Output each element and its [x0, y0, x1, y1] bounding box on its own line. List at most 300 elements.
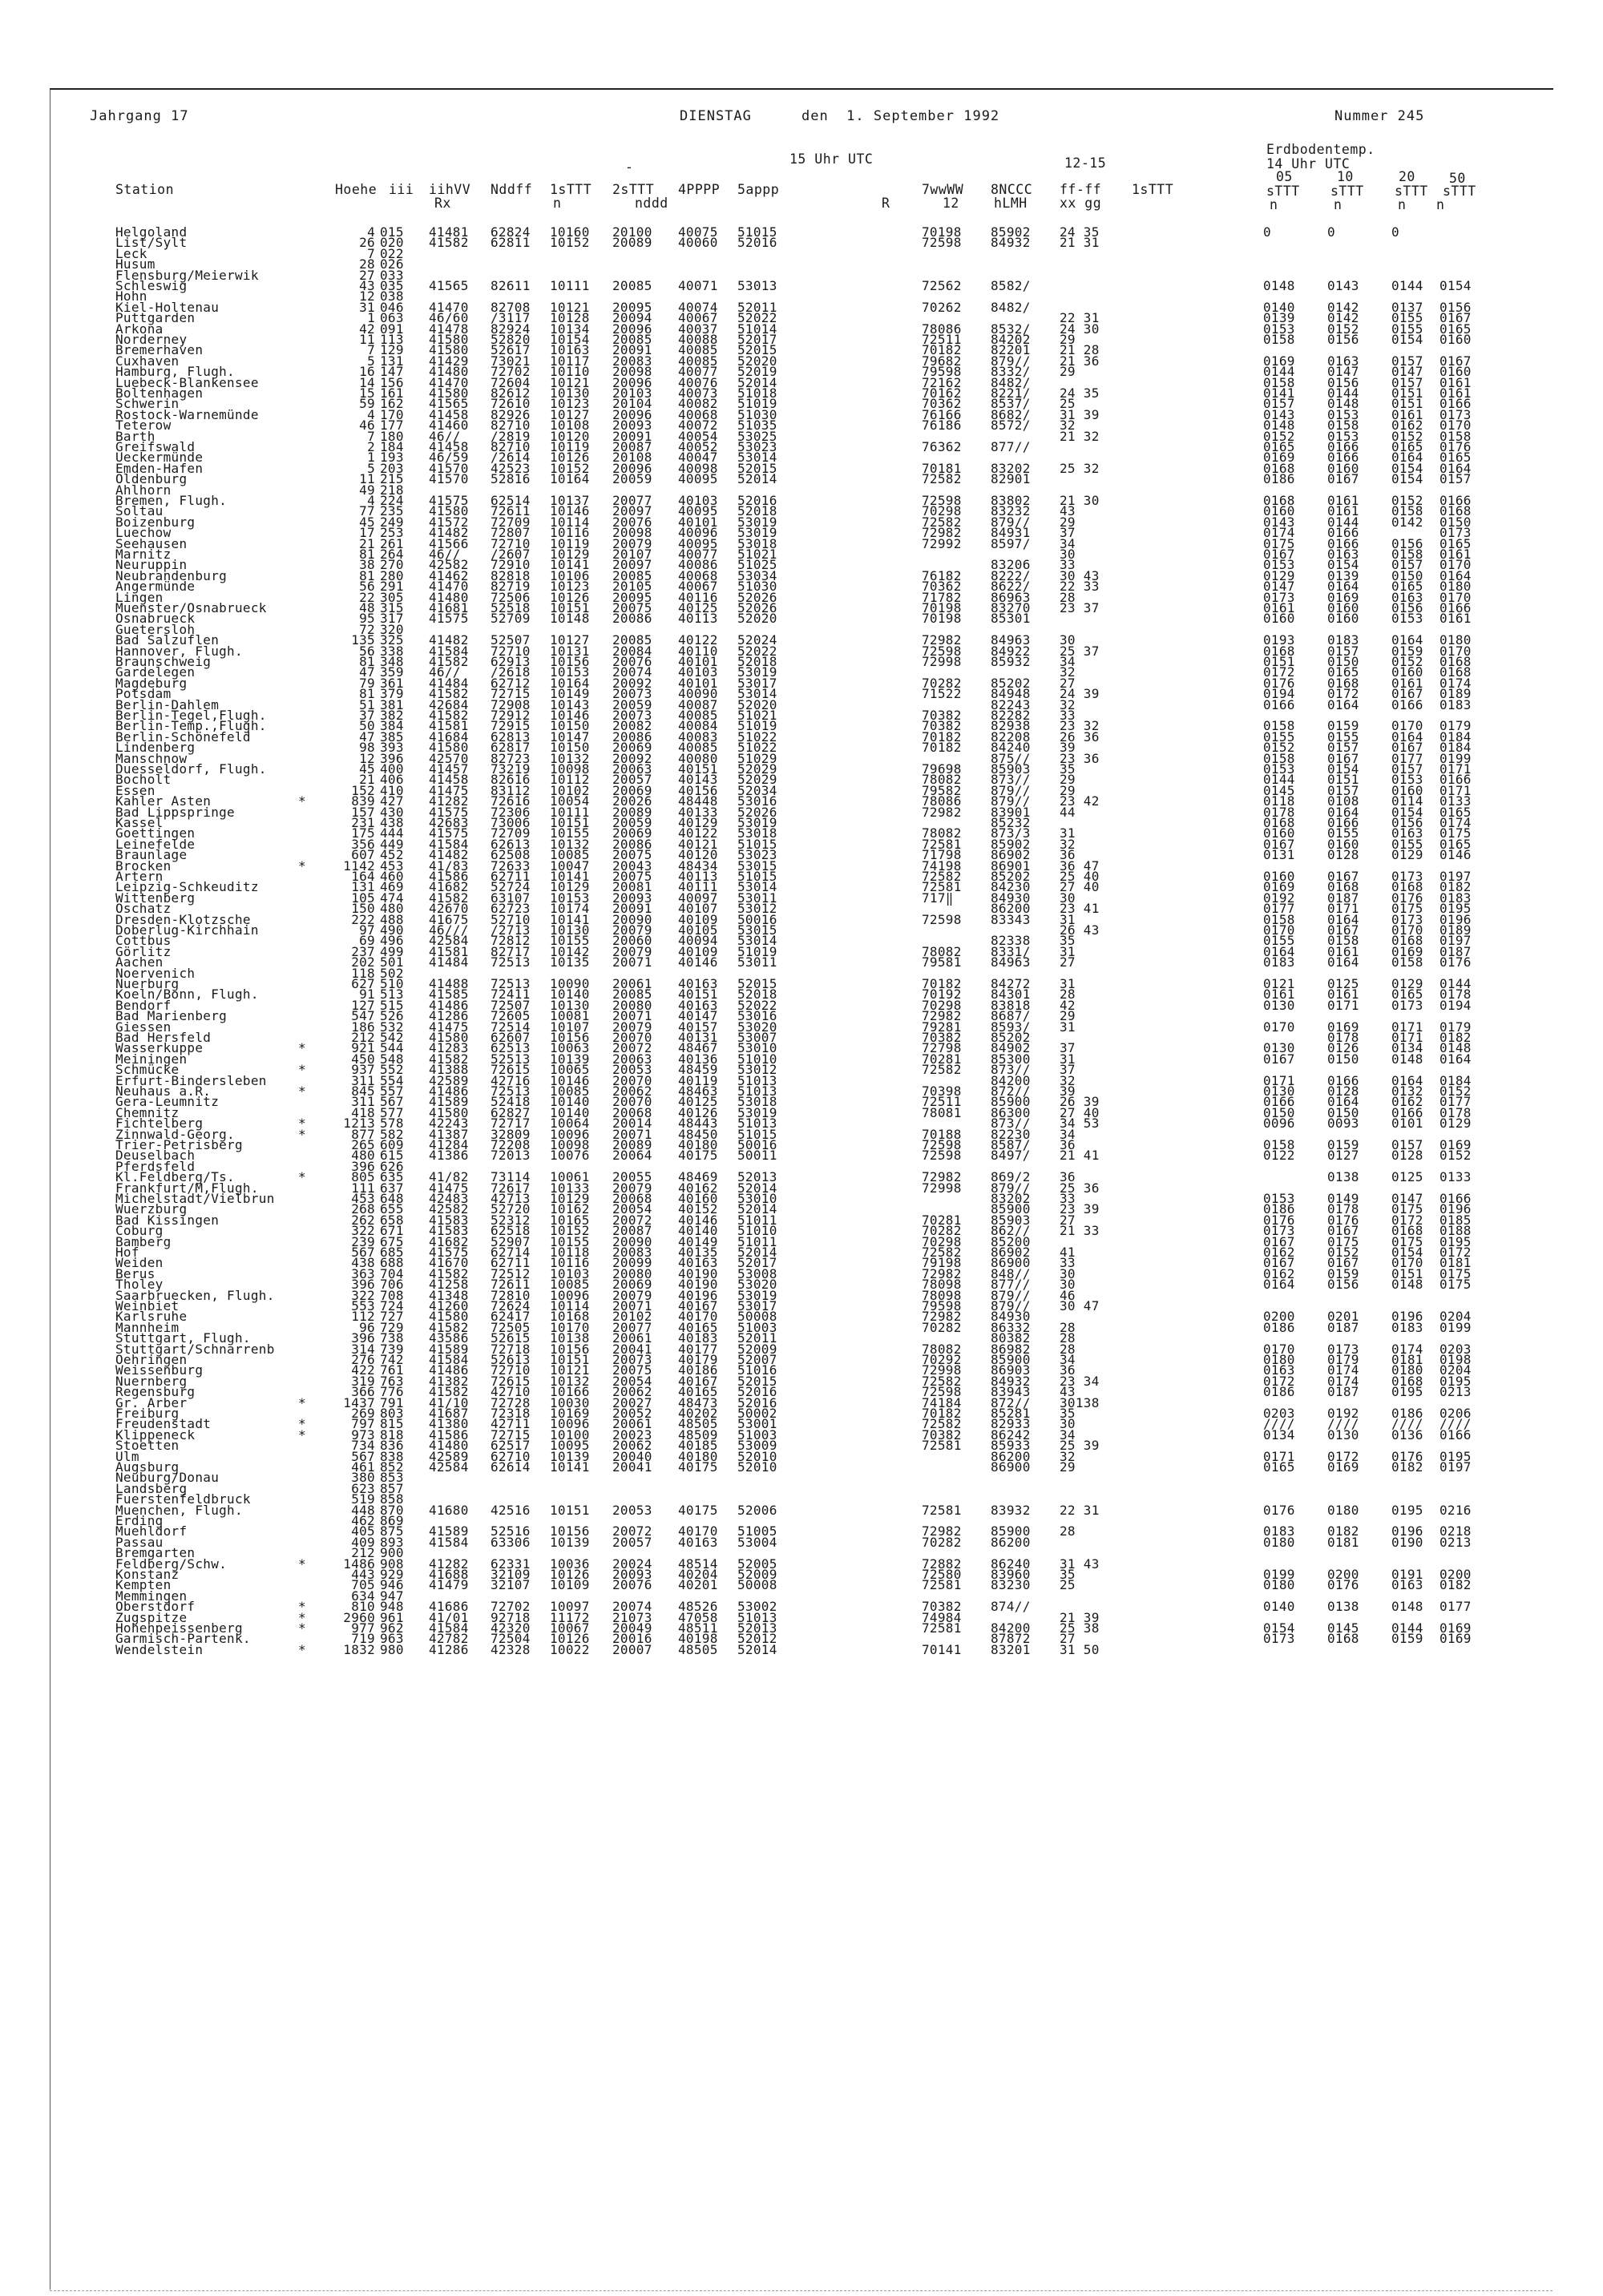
header-depth-50: 50: [1449, 171, 1466, 186]
5appp-group: 53016: [737, 793, 777, 809]
iihvv-group: 42684: [429, 696, 469, 712]
header-xx-gg: xx gg: [1060, 196, 1102, 211]
8nccc-group: 869/2: [991, 1169, 1031, 1185]
station-name: Wuerzburg: [115, 1201, 188, 1217]
nddff-group: 82612: [491, 385, 531, 401]
7wwww-group: 74198: [922, 857, 962, 874]
station-height: 4: [367, 224, 375, 240]
nddff-group: 72718: [491, 1341, 531, 1357]
soil-temp-10: 0160: [1327, 611, 1359, 627]
station-index: 170: [380, 406, 404, 422]
iihvv-group: 41480: [429, 589, 469, 605]
soil-temp-05: 0152: [1263, 428, 1295, 444]
soil-temp-50: 0213: [1439, 1534, 1472, 1550]
soil-temp-05: 0140: [1263, 1599, 1295, 1615]
station-height: 112: [351, 1309, 375, 1325]
soil-temp-05: 0176: [1263, 1502, 1295, 1518]
soil-temp-05: 0154: [1263, 1620, 1295, 1636]
soil-temp-20: 0154: [1391, 471, 1423, 487]
station-index: 177: [380, 418, 404, 434]
station-index: 449: [380, 836, 404, 852]
soil-temp-05: 0174: [1263, 525, 1295, 541]
8nccc-group: 8687/: [991, 1008, 1031, 1024]
1sttt-group: 10137: [550, 493, 590, 508]
station-name: Muehldorf: [115, 1523, 188, 1539]
header-1sttt-b: 1sTTT: [1132, 182, 1174, 197]
station-height: 396: [351, 1158, 375, 1174]
iihvv-group: 46//: [429, 547, 461, 562]
8nccc-group: 879//: [991, 782, 1031, 798]
8nccc-group: 82208: [991, 728, 1031, 744]
nddff-group: 42716: [491, 1072, 531, 1088]
8nccc-group: 8582/: [991, 278, 1031, 293]
station-name: Chemnitz: [115, 1104, 180, 1120]
iihvv-group: 41282: [429, 793, 469, 809]
8nccc-group: 84963: [991, 632, 1031, 648]
station-index: 724: [380, 1298, 404, 1313]
5appp-group: 52016: [737, 1394, 777, 1410]
4pppp-group: 40162: [678, 1180, 718, 1196]
1sttt-group: 10133: [550, 1180, 590, 1196]
station-index: 510: [380, 976, 404, 991]
8nccc-group: 85903: [991, 1212, 1031, 1228]
header-sttt-2: sTTT: [1330, 184, 1364, 199]
8nccc-group: 82938: [991, 718, 1031, 734]
nddff-group: 52820: [491, 332, 531, 347]
soil-temp-10: 0168: [1327, 1631, 1359, 1647]
station-index: 224: [380, 493, 404, 508]
1sttt-group: 10123: [550, 579, 590, 595]
8nccc-group: 84931: [991, 525, 1031, 541]
5appp-group: 53010: [737, 1191, 777, 1206]
soil-temp-10: 0183: [1327, 632, 1359, 648]
1sttt-group: 10166: [550, 1384, 590, 1400]
1sttt-group: 10165: [550, 1212, 590, 1228]
2sttt-group: 20081: [612, 879, 652, 895]
7wwww-group: 70198: [922, 224, 962, 240]
soil-temp-20: 0168: [1391, 933, 1423, 949]
5appp-group: 52009: [737, 1341, 777, 1357]
7wwww-group: 72982: [922, 1008, 962, 1024]
nddff-group: 72513: [491, 954, 531, 970]
soil-temp-10: 0171: [1327, 997, 1359, 1013]
7wwww-group: 70282: [922, 675, 962, 691]
wind-group: 27: [1060, 1212, 1076, 1228]
1sttt-group: 10164: [550, 675, 590, 691]
soil-temp-10: 0180: [1327, 1502, 1359, 1518]
1sttt-group: 10151: [550, 815, 590, 830]
station-name: Bremerhaven: [115, 342, 204, 358]
iihvv-group: 42570: [429, 750, 469, 766]
7wwww-group: 72598: [922, 1384, 962, 1400]
soil-temp-05: 0167: [1263, 836, 1295, 852]
mountain-station-marker: *: [298, 1394, 306, 1410]
station-index: 980: [380, 1641, 404, 1657]
7wwww-group: 70382: [922, 718, 962, 734]
station-name: Garmisch-Partenk.: [115, 1631, 251, 1647]
soil-temp-10: 0138: [1327, 1169, 1359, 1185]
station-height: 51: [359, 696, 375, 712]
soil-temp-05: 0144: [1263, 364, 1295, 380]
4pppp-group: 40084: [678, 718, 718, 734]
iihvv-group: 41475: [429, 782, 469, 798]
soil-temp-50: 0152: [1439, 1148, 1472, 1164]
station-height: 265: [351, 1137, 375, 1152]
4pppp-group: 40143: [678, 772, 718, 788]
station-height: 519: [351, 1491, 375, 1507]
soil-temp-05: 0167: [1263, 1051, 1295, 1067]
station-name: Zinnwald-Georg.: [115, 1126, 235, 1142]
soil-temp-05: 0129: [1263, 567, 1295, 583]
8nccc-group: 86200: [991, 901, 1031, 917]
station-name: Schmücke: [115, 1062, 180, 1078]
1sttt-group: 10085: [550, 1083, 590, 1099]
7wwww-group: 72582: [922, 1373, 962, 1389]
5appp-group: 51015: [737, 836, 777, 852]
8nccc-group: 879//: [991, 1180, 1031, 1196]
iihvv-group: 41581: [429, 943, 469, 959]
2sttt-group: 20063: [612, 1051, 652, 1067]
station-name: Erding: [115, 1513, 164, 1528]
wind-group: 34: [1060, 1426, 1076, 1443]
station-height: 43: [359, 278, 375, 293]
station-height: 453: [351, 1191, 375, 1206]
iihvv-group: 41482: [429, 525, 469, 541]
4pppp-group: 48459: [678, 1062, 718, 1078]
nddff-group: 52816: [491, 471, 531, 487]
5appp-group: 52019: [737, 364, 777, 380]
station-index: 488: [380, 911, 404, 927]
8nccc-group: 83818: [991, 997, 1031, 1013]
iihvv-group: 41575: [429, 611, 469, 627]
station-index: 113: [380, 332, 404, 347]
2sttt-group: 20053: [612, 1502, 652, 1518]
4pppp-group: 40090: [678, 686, 718, 702]
station-name: Görlitz: [115, 943, 172, 959]
1sttt-group: 10085: [550, 847, 590, 863]
station-height: 269: [351, 1406, 375, 1421]
nddff-group: 32809: [491, 1126, 531, 1142]
soil-temp-10: 0150: [1327, 1104, 1359, 1120]
5appp-group: 53010: [737, 1040, 777, 1056]
7wwww-group: 78082: [922, 1341, 962, 1357]
iihvv-group: 42584: [429, 933, 469, 949]
table-row: [0, 1577, 1523, 1593]
1sttt-group: 10067: [550, 1620, 590, 1636]
2sttt-group: 20062: [612, 1438, 652, 1454]
7wwww-group: 70382: [922, 708, 962, 723]
8nccc-group: 84240: [991, 740, 1031, 756]
station-name: Passau: [115, 1534, 164, 1550]
soil-temp-20: 0165: [1391, 987, 1423, 1003]
wind-group: 26 43: [1060, 922, 1100, 938]
5appp-group: 52010: [737, 1448, 777, 1464]
station-index: 280: [380, 567, 404, 583]
8nccc-group: 87872: [991, 1631, 1031, 1647]
5appp-group: 52010: [737, 1459, 777, 1475]
station-index: 675: [380, 1233, 404, 1249]
wind-group: 34 53: [1060, 1116, 1100, 1132]
soil-temp-10: ////: [1327, 1416, 1359, 1432]
2sttt-group: 20073: [612, 686, 652, 702]
nddff-group: 62913: [491, 654, 531, 669]
5appp-group: 52016: [737, 1384, 777, 1400]
soil-temp-05: 0144: [1263, 772, 1295, 788]
wind-group: 36: [1060, 1137, 1076, 1152]
1sttt-group: 10152: [550, 460, 590, 476]
wind-group: 39: [1060, 1083, 1076, 1099]
soil-temp-05: 0167: [1263, 1233, 1295, 1249]
station-name: Kl.Feldberg/Ts.: [115, 1169, 235, 1185]
station-index: 496: [380, 933, 404, 949]
2sttt-group: 20070: [612, 1030, 652, 1045]
iihvv-group: 41282: [429, 1556, 469, 1572]
5appp-group: 52011: [737, 299, 777, 315]
7wwww-group: 72598: [922, 643, 962, 659]
8nccc-group: 84963: [991, 954, 1031, 970]
8nccc-group: 86903: [991, 1362, 1031, 1378]
1sttt-group: 10170: [550, 1319, 590, 1335]
station-name: Memmingen: [115, 1588, 188, 1604]
soil-temp-50: 0161: [1439, 374, 1472, 390]
header-8nccc: 8NCCC: [991, 182, 1033, 197]
5appp-group: 51014: [737, 321, 777, 337]
soil-temp-10: 0126: [1327, 1040, 1359, 1056]
iihvv-group: 41583: [429, 1223, 469, 1239]
4pppp-group: 40125: [678, 1094, 718, 1110]
station-name: Dresden-Klotzsche: [115, 911, 251, 927]
soil-temp-50: 0164: [1439, 460, 1472, 476]
iihvv-group: 41480: [429, 1438, 469, 1454]
station-height: 438: [351, 1255, 375, 1271]
8nccc-group: 84301: [991, 987, 1031, 1003]
station-index: 658: [380, 1212, 404, 1228]
station-height: 450: [351, 1051, 375, 1067]
4pppp-group: 48443: [678, 1116, 718, 1132]
4pppp-group: 40113: [678, 611, 718, 627]
8nccc-group: 8682/: [991, 406, 1031, 422]
station-name: Hof: [115, 1245, 139, 1260]
soil-temp-50: 0167: [1439, 310, 1472, 326]
4pppp-group: 40074: [678, 299, 718, 315]
8nccc-group: 82338: [991, 933, 1031, 949]
soil-temp-10: 0157: [1327, 740, 1359, 756]
soil-temp-05: 0158: [1263, 332, 1295, 347]
soil-temp-05: 0171: [1263, 1448, 1295, 1464]
iihvv-group: 41584: [429, 836, 469, 852]
1sttt-group: 10118: [550, 1245, 590, 1260]
soil-temp-10: 0150: [1327, 654, 1359, 669]
soil-temp-50: 0179: [1439, 1019, 1472, 1035]
soil-temp-20: 0128: [1391, 1148, 1423, 1164]
2sttt-group: 20064: [612, 1148, 652, 1164]
station-height: 623: [351, 1480, 375, 1496]
station-index: 577: [380, 1104, 404, 1120]
4pppp-group: 40097: [678, 890, 718, 906]
station-index: 688: [380, 1255, 404, 1271]
8nccc-group: 879//: [991, 353, 1031, 369]
soil-temp-05: 0176: [1263, 675, 1295, 691]
station-index: 815: [380, 1416, 404, 1432]
5appp-group: 53015: [737, 922, 777, 938]
soil-temp-10: 0164: [1327, 911, 1359, 927]
soil-temp-05: 0161: [1263, 987, 1295, 1003]
station-height: 202: [351, 954, 375, 970]
soil-temp-20: 0148: [1391, 1277, 1423, 1293]
iihvv-group: 41680: [429, 1502, 469, 1518]
soil-temp-20: 0190: [1391, 1534, 1423, 1550]
4pppp-group: 40080: [678, 750, 718, 766]
2sttt-group: 20096: [612, 406, 652, 422]
soil-temp-50: 0175: [1439, 825, 1472, 841]
1sttt-group: 10064: [550, 1116, 590, 1132]
soil-temp-05: 0166: [1263, 1094, 1295, 1110]
soil-temp-10: 0173: [1327, 1341, 1359, 1357]
soil-temp-20: 0171: [1391, 1019, 1423, 1035]
8nccc-group: 8497/: [991, 1148, 1031, 1164]
iihvv-group: 41470: [429, 374, 469, 390]
5appp-group: 52026: [737, 804, 777, 820]
8nccc-group: 8482/: [991, 374, 1031, 390]
header-15-uhr-utc: 15 Uhr UTC: [789, 151, 874, 167]
station-height: 462: [351, 1513, 375, 1528]
soil-temp-10: 0159: [1327, 718, 1359, 734]
station-index: 929: [380, 1567, 404, 1582]
2sttt-group: 20068: [612, 1104, 652, 1120]
table-row: [0, 1470, 1523, 1486]
station-index: 393: [380, 740, 404, 756]
7wwww-group: 71522: [922, 686, 962, 702]
station-name: Angermünde: [115, 579, 196, 595]
station-height: 443: [351, 1567, 375, 1582]
mountain-station-marker: *: [298, 1040, 306, 1056]
station-index: 963: [380, 1631, 404, 1647]
5appp-group: 53014: [737, 686, 777, 702]
nddff-group: 82818: [491, 567, 531, 583]
station-height: 15: [359, 385, 375, 401]
nddff-group: 82924: [491, 321, 531, 337]
wind-group: 37: [1060, 1040, 1076, 1056]
soil-temp-50: 0152: [1439, 1083, 1472, 1099]
station-name: Fichtelberg: [115, 1116, 204, 1132]
4pppp-group: 40126: [678, 1104, 718, 1120]
4pppp-group: 40190: [678, 1277, 718, 1293]
soil-temp-10: 0176: [1327, 1577, 1359, 1593]
soil-temp-50: 0182: [1439, 1030, 1472, 1045]
wind-group: 37: [1060, 1062, 1076, 1078]
iihvv-group: 41488: [429, 976, 469, 991]
soil-temp-20: 0173: [1391, 869, 1423, 884]
1sttt-group: 10162: [550, 1201, 590, 1217]
iihvv-group: 42683: [429, 815, 469, 830]
iihvv-group: 41582: [429, 708, 469, 723]
7wwww-group: 72582: [922, 471, 962, 487]
station-index: 091: [380, 321, 404, 337]
wind-group: 31 43: [1060, 1556, 1100, 1572]
2sttt-group: 20059: [612, 815, 652, 830]
soil-temp-05: 0158: [1263, 374, 1295, 390]
soil-temp-10: 0164: [1327, 579, 1359, 595]
soil-temp-50: 0177: [1439, 1094, 1472, 1110]
nddff-group: 62813: [491, 728, 531, 744]
station-index: 235: [380, 503, 404, 519]
4pppp-group: 40107: [678, 901, 718, 917]
2sttt-group: 20079: [612, 535, 652, 551]
nddff-group: 42320: [491, 1620, 531, 1636]
8nccc-group: 875//: [991, 750, 1031, 766]
header-n-1: n: [553, 196, 562, 211]
5appp-group: 53015: [737, 857, 777, 874]
soil-temp-10: 0130: [1327, 1426, 1359, 1443]
mountain-station-marker: *: [298, 1062, 306, 1078]
4pppp-group: 40109: [678, 911, 718, 927]
station-index: 384: [380, 718, 404, 734]
8nccc-group: 85200: [991, 1233, 1031, 1249]
4pppp-group: 40183: [678, 1330, 718, 1346]
iihvv-group: 41583: [429, 1212, 469, 1228]
wind-group: 21 31: [1060, 235, 1100, 251]
iihvv-group: 41486: [429, 1362, 469, 1378]
4pppp-group: 40125: [678, 600, 718, 615]
7wwww-group: 70298: [922, 503, 962, 519]
station-name: Deuselbach: [115, 1148, 196, 1164]
soil-temp-05: 0183: [1263, 954, 1295, 970]
soil-temp-50: ////: [1439, 1416, 1472, 1432]
soil-temp-50: 0175: [1439, 1277, 1472, 1293]
7wwww-group: 70382: [922, 1426, 962, 1443]
iihvv-group: 41582: [429, 1384, 469, 1400]
2sttt-group: 20083: [612, 1245, 652, 1260]
4pppp-group: 48469: [678, 1169, 718, 1185]
5appp-group: 52015: [737, 342, 777, 358]
1sttt-group: 10135: [550, 954, 590, 970]
wind-group: 35: [1060, 1567, 1076, 1582]
station-name: Nuerburg: [115, 976, 180, 991]
nddff-group: 73006: [491, 815, 531, 830]
iihvv-group: 41580: [429, 342, 469, 358]
nddff-group: 72709: [491, 825, 531, 841]
station-height: 21: [359, 772, 375, 788]
5appp-group: 53014: [737, 933, 777, 949]
7wwww-group: 70162: [922, 385, 962, 401]
station-index: 513: [380, 987, 404, 1003]
2sttt-group: 20108: [612, 450, 652, 466]
soil-temp-05: 0153: [1263, 321, 1295, 337]
station-index: 022: [380, 245, 404, 261]
station-name: Seehausen: [115, 535, 188, 551]
8nccc-group: 85900: [991, 1523, 1031, 1539]
2sttt-group: 20070: [612, 1072, 652, 1088]
soil-temp-50: 0187: [1439, 943, 1472, 959]
2sttt-group: 20095: [612, 299, 652, 315]
iihvv-group: 41589: [429, 1094, 469, 1110]
iihvv-group: 41589: [429, 1523, 469, 1539]
1sttt-group: 10096: [550, 1126, 590, 1142]
1sttt-group: 10131: [550, 643, 590, 659]
soil-temp-50: 0158: [1439, 428, 1472, 444]
soil-temp-20: 0142: [1391, 514, 1423, 530]
station-height: 69: [359, 933, 375, 949]
soil-temp-20: 0160: [1391, 782, 1423, 798]
soil-temp-50: 0170: [1439, 557, 1472, 573]
soil-temp-05: 0203: [1263, 1406, 1295, 1421]
7wwww-group: 79682: [922, 353, 962, 369]
station-index: 490: [380, 922, 404, 938]
wind-group: 39: [1060, 740, 1076, 756]
8nccc-group: 82201: [991, 342, 1031, 358]
nddff-group: 52513: [491, 1051, 531, 1067]
station-height: 97: [359, 922, 375, 938]
